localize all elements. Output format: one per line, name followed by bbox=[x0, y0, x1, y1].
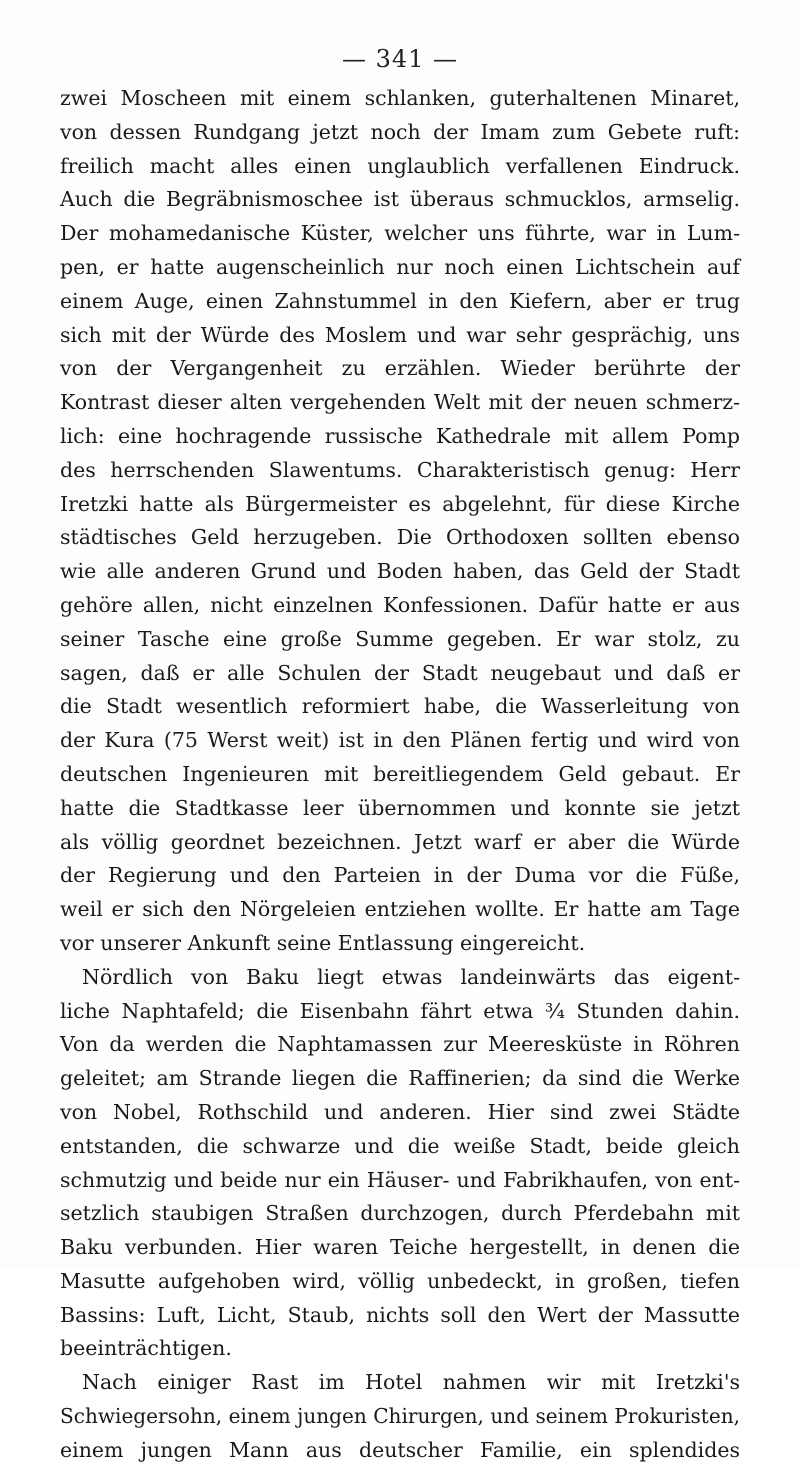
text-line: geleitet; am Strande liegen die Raffinerien; da sind die Werke bbox=[60, 1066, 740, 1091]
page-number: — 341 — bbox=[341, 45, 459, 73]
text-line: sagen, daß er alle Schulen der Stadt neugebaut und daß er bbox=[60, 660, 740, 685]
text-line: des herrschenden Slawentums. Charakteristisch genug: Herr bbox=[60, 457, 740, 482]
text-line: als völlig geordnet bezeichnen. Jetzt warf er aber die Würde bbox=[60, 829, 740, 854]
text-line: die Stadt wesentlich reformiert habe, die Wasserleitung von bbox=[60, 694, 740, 719]
text-line: vor unserer Ankunft seine Entlassung eingereicht. bbox=[60, 930, 586, 955]
text-line: städtisches Geld herzugeben. Die Orthodoxen sollten ebenso bbox=[60, 525, 740, 550]
text-line: Nördlich von Baku liegt etwas landeinwärts das eigent- bbox=[82, 964, 740, 989]
text-line: Der mohamedanische Küster, welcher uns führte, war in Lum- bbox=[60, 221, 740, 246]
text-line: wie alle anderen Grund und Boden haben, das Geld der Stadt bbox=[60, 559, 740, 584]
text-line: von dessen Rundgang jetzt noch der Imam zum Gebete ruft: bbox=[60, 119, 740, 144]
text-line: freilich macht alles einen unglaublich verfallenen Eindruck. bbox=[60, 153, 740, 178]
text-line: Iretzki hatte als Bürgermeister es abgelehnt, für diese Kirche bbox=[60, 491, 740, 516]
text-line: pen, er hatte augenscheinlich nur noch einen Lichtschein auf bbox=[60, 254, 740, 279]
text-line: der Regierung und den Parteien in der Duma vor die Füße, bbox=[60, 863, 740, 888]
text-line: hatte die Stadtkasse leer übernommen und konnte sie jetzt bbox=[60, 795, 740, 820]
text-line: einem jungen Mann aus deutscher Familie, ein splendides bbox=[60, 1437, 740, 1462]
text-line: weil er sich den Nörgeleien entziehen wollte. Er hatte am Tage bbox=[60, 897, 740, 922]
text-line: sich mit der Würde des Moslem und war sehr gesprächig, uns bbox=[60, 322, 740, 347]
text-line: setzlich staubigen Straßen durchzogen, durch Pferdebahn mit bbox=[60, 1201, 740, 1226]
text-line: der Kura (75 Werst weit) ist in den Plänen fertig und wird von bbox=[60, 728, 740, 753]
text-line: von der Vergangenheit zu erzählen. Wieder berührte der bbox=[60, 356, 740, 381]
text-line: beeinträchtigen. bbox=[60, 1336, 232, 1361]
text-line: Schwiegersohn, einem jungen Chirurgen, und seinem Prokuristen, bbox=[60, 1404, 740, 1429]
text-line: Auch die Begräbnismoschee ist überaus schmucklos, armselig. bbox=[60, 187, 740, 212]
text-line: von Nobel, Rothschild und anderen. Hier sind zwei Städte bbox=[60, 1099, 740, 1124]
text-line: Nach einiger Rast im Hotel nahmen wir mit Iretzki's bbox=[82, 1370, 740, 1395]
text-line: Bassins: Luft, Licht, Staub, nichts soll den Wert der Massutte bbox=[60, 1302, 740, 1327]
text-line: Baku verbunden. Hier waren Teiche hergestellt, in denen die bbox=[60, 1235, 740, 1260]
text-line: gehöre allen, nicht einzelnen Konfessionen. Dafür hatte er aus bbox=[60, 592, 740, 617]
text-line: Von da werden die Naphtamassen zur Meeresküste in Röhren bbox=[60, 1032, 740, 1057]
text-line: liche Naphtafeld; die Eisenbahn fährt etwa ¾ Stunden dahin. bbox=[60, 998, 740, 1023]
text-line: lich: eine hochragende russische Kathedrale mit allem Pomp bbox=[60, 423, 740, 448]
body-text bbox=[60, 82, 740, 1468]
text-line: Kontrast dieser alten vergehenden Welt mit der neuen schmerz- bbox=[60, 390, 740, 415]
text-line: entstanden, die schwarze und die weiße Stadt, beide gleich bbox=[60, 1133, 740, 1158]
text-line: Masutte aufgehoben wird, völlig unbedeckt, in großen, tiefen bbox=[60, 1268, 740, 1293]
text-line: schmutzig und beide nur ein Häuser- und Fabrikhaufen, von ent- bbox=[60, 1167, 740, 1192]
text-line: zwei Moscheen mit einem schlanken, guterhaltenen Minaret, bbox=[60, 86, 740, 110]
text-line: deutschen Ingenieuren mit bereitliegendem Geld gebaut. Er bbox=[60, 761, 740, 786]
text-line: seiner Tasche eine große Summe gegeben. Er war stolz, zu bbox=[60, 626, 740, 651]
text-line: einem Auge, einen Zahnstummel in den Kiefern, aber er trug bbox=[60, 288, 740, 313]
